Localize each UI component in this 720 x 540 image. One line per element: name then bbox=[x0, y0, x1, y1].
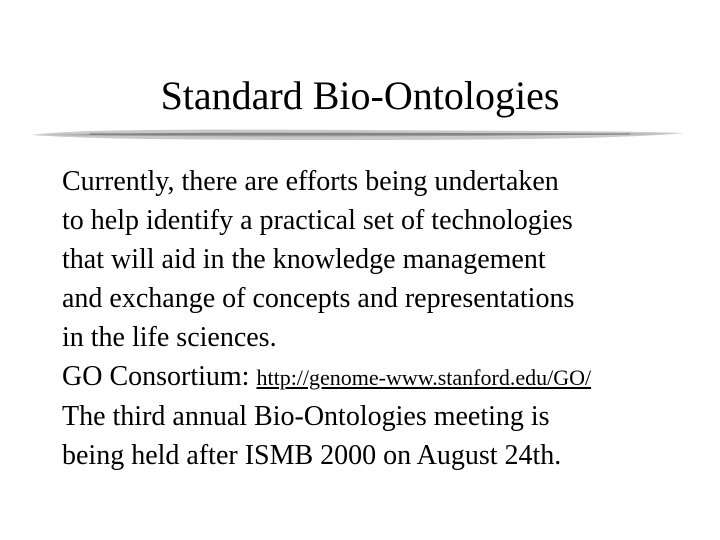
intro-line-2: to help identify a practical set of technologies bbox=[62, 205, 573, 236]
consortium-line bbox=[62, 357, 712, 397]
intro-line-3: that will aid in the knowledge management bbox=[62, 244, 546, 275]
meeting-line-2: being held after ISMB 2000 on August 24th. bbox=[62, 440, 562, 471]
slide-body bbox=[62, 162, 712, 475]
consortium-label: GO Consortium: bbox=[62, 361, 250, 392]
meeting-line-1: The third annual Bio-Ontologies meeting is bbox=[62, 401, 550, 432]
go-consortium-link[interactable]: http://genome-www.stanford.edu/GO/ bbox=[256, 365, 592, 390]
intro-line-5: in the life sciences. bbox=[62, 322, 277, 353]
intro-line-4: and exchange of concepts and representations bbox=[62, 283, 575, 314]
intro-line-1: Currently, there are efforts being undertaken bbox=[62, 166, 559, 197]
title-divider bbox=[30, 124, 686, 146]
slide-title: Standard Bio-Ontologies bbox=[160, 73, 560, 118]
